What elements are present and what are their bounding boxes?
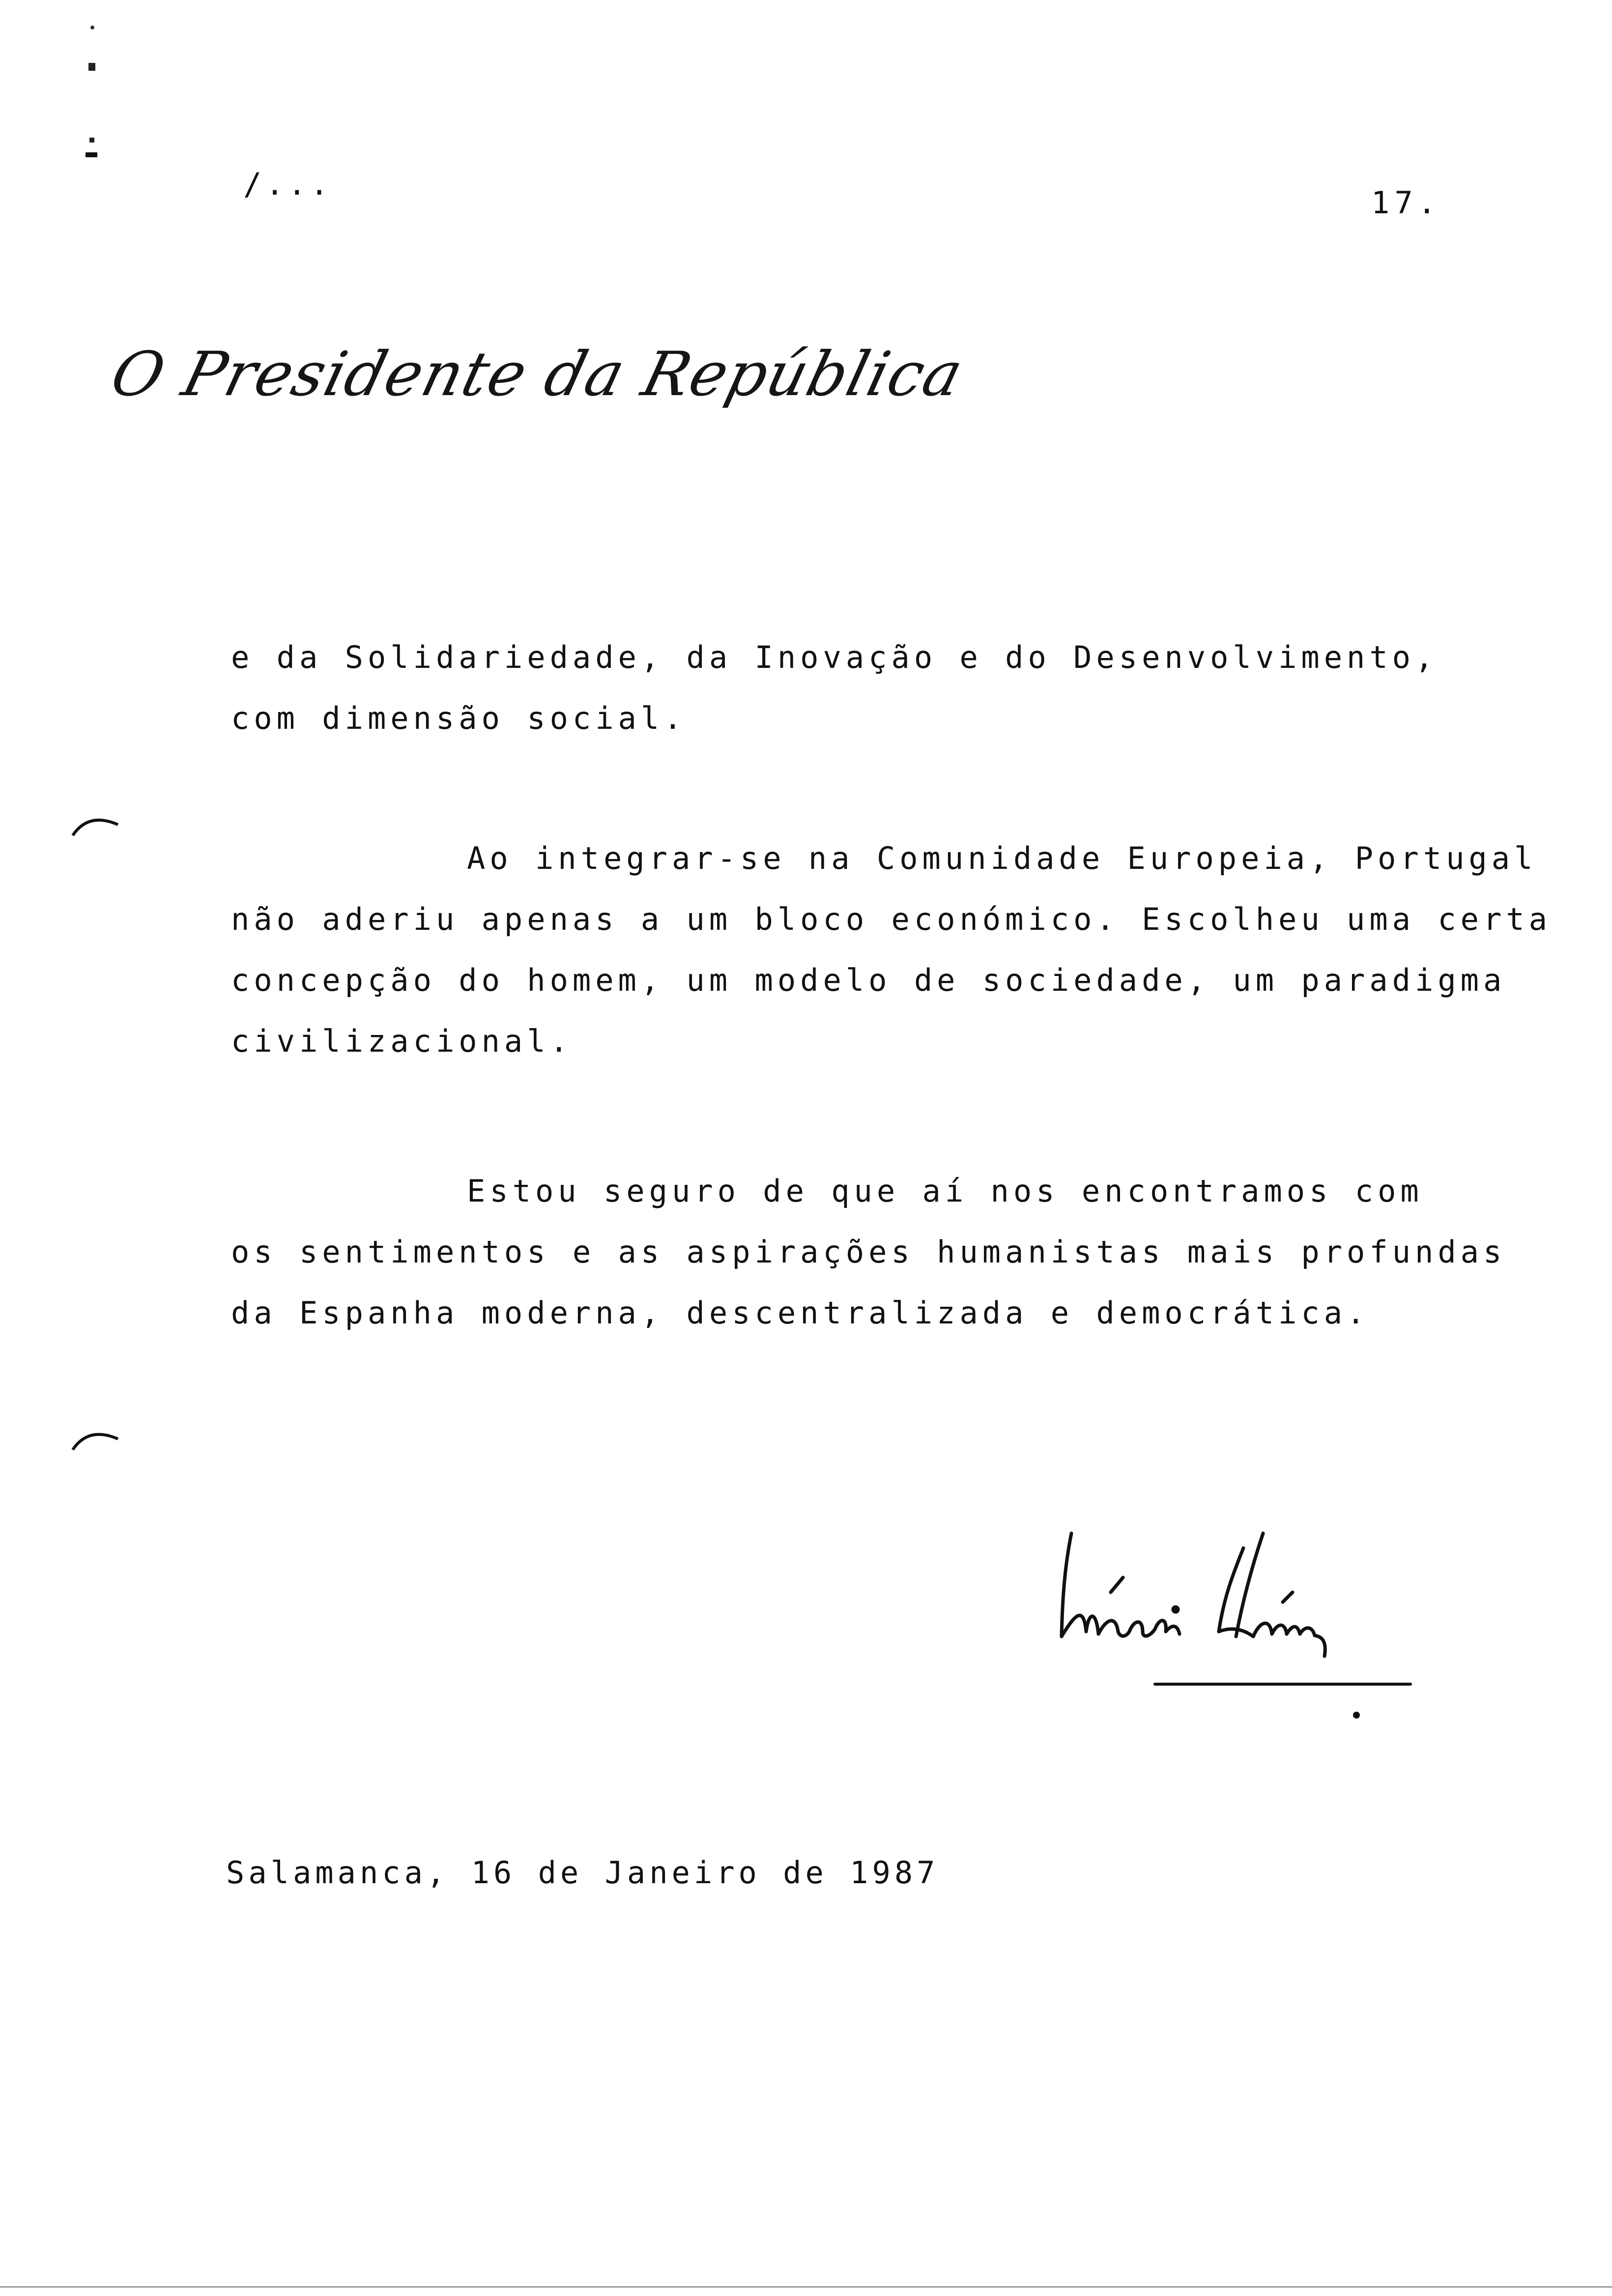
text-line: concepção do homem, um modelo de sociedade, um paradigma [231, 962, 1506, 998]
continuation-mark: /... [243, 166, 333, 202]
text-line: Ao integrar-se na Comunidade Europeia, Portugal [467, 840, 1537, 876]
text-line: Estou seguro de que aí nos encontramos com [467, 1173, 1423, 1209]
place-and-date: Salamanca, 16 de Janeiro de 1987 [226, 1855, 939, 1891]
text-line: não aderiu apenas a um bloco económico. Escolheu uma certa [231, 901, 1552, 937]
scan-edge-line [0, 2286, 1612, 2288]
paragraph-3 [231, 1161, 1506, 1344]
signature [1037, 1514, 1420, 1725]
text-line: e da Solidariedade, da Inovação e do Desenvolvimento, [231, 639, 1438, 675]
punch-hole-mark [69, 1420, 128, 1464]
text-line: os sentimentos e as aspirações humanistas mais profundas [231, 1234, 1506, 1270]
scan-specks [69, 20, 108, 157]
text-line: com dimensão social. [231, 700, 687, 736]
page-number: 17. [1371, 185, 1441, 221]
punch-hole-mark [69, 806, 128, 850]
paragraph-1 [231, 627, 1438, 749]
text-line: da Espanha moderna, descentralizada e democrática. [231, 1295, 1370, 1331]
text-line: civilizacional. [231, 1023, 573, 1059]
paragraph-2 [231, 828, 1552, 1072]
letterhead-title: O Presidente da República [104, 339, 971, 410]
